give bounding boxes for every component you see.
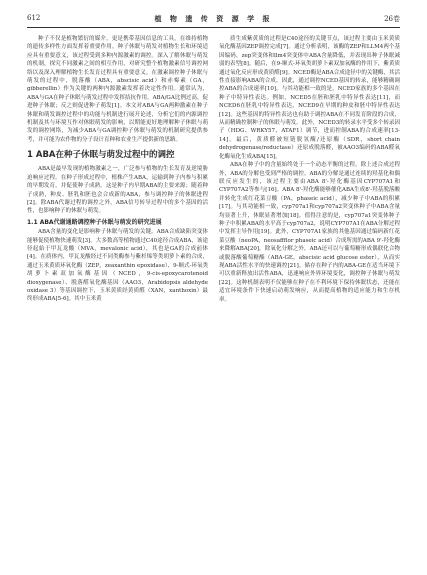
running-header [27, 14, 400, 26]
right-column [219, 35, 400, 304]
section-heading: 1 ABA在种子休眠与萌发过程中的调控 [27, 150, 175, 161]
header-rule [27, 27, 400, 28]
section-paragraph: ABA是最早发现的植物激素之一，广泛参与植物的生长发育及逆境胁迫响应过程。在种子形成过程中，植株产生ABA，运输到种子内参与积累的早期发育，并促使种子成熟。这是种子内早期ABA的主要来源；随着种子成熟，种皮、胚乳和胚也会合成新的ABA，参与调控种子的休眠进程[2]。除ABA代谢过程的调控之外，ABA信号转导过程中的多个基因的活性，也影响种子的休眠与萌发。 [27, 166, 208, 215]
intro-paragraph: 种子不仅是植物繁衍的媒介，更是携带基因信息的工具，在维持植物的遗传多样性方面发挥着重要作用。种子休眠与萌发对植物生长和环境适应具有重要意义，该过程受到多种内源激素的调控。深入了解休眠与萌发的机制，探究不同激素之间的相互作用，对研究整个植物激素信号调控网络以及深入理解植物生长发育过程具有重要意义。在激素调控种子休眠与萌发的过程中，脱落酸（ABA，abscisic acid）和赤霉素（GA，gibberellin）作为关键的两种内源激素发挥着决定性作用。通常认为，ABA与GA在种子休眠与萌发过程中发挥拮抗作用。ABA/GA比例过高，促进种子休眠；反之则促进种子萌发[1]。本文对ABA与GA两种激素在种子休眠和萌发调控过程中的功能与机制进行展开论述，分析它们的内源调控机制及其与环境互作对休眠萌发的影响，以期能更好地理解种子休眠与萌发的调控网络，为减少ABA与GA调控种子休眠与萌发的机制研究提供参考，并可能为农作物的分子设计育种和农业生产提供新的思路。 [27, 36, 208, 143]
volume-label: 26卷 [384, 15, 400, 23]
subsection-paragraph: ABA含量的变化是影响种子休眠与萌发的关键。ABA合成缺陷突变体能够促使植物快速萌发[3]。大多数高等植物通过C40途径合成ABA，该途径起始于甲瓦龙酸（MVA，mevalonic acid），其也是GA的合成前体[4]。在质体内，甲瓦龙酸经过不同类酶参与紫杉烯等类胡萝卜素的合成，通过玉米黄质环氧化酶（ZEP，zeaxanthin epoxidase）、9-顺式-环氧类胡萝卜素双加氧酶基因（NCED，9-cis-epoxycarotenoid dioxygenase）、脱落醛氧化酶基因（AAO3，Arabidopsis aldehyde oxidase 3）等基因调控下，玉米黄质经黄质醛（XAN，xanthoxin）最终形成ABA[5-6]。其中玉米黄 [27, 229, 208, 303]
subsection-heading: 1.1 ABA代谢通路调控种子休眠与萌发的研究进展 [27, 218, 162, 226]
left-column [27, 35, 208, 304]
page-number: 612 [27, 14, 41, 22]
journal-title: 植 物 遗 传 资 源 学 报 [154, 14, 273, 23]
body-paragraph: ABA在种子中的含量始终处于一个动态平衡的过程。除上述合成过程外，ABA的分解也受到严格的调控。ABA的分解是通过连续的羟基化和偶联反应发生的，该过程主要由ABA 8'-羟化酶基因CYP707A1和CYP707A2等参与[16]。ABA 8'-羟化酶能够催化ABA生成8'-羟基脱落酸并转化生成红花菜豆酸（PA，phaseic acid），减少种子中ABA的积累[17]。与其功能相一致，cyp707a1和cyp707a2突变体种子中ABA含量均显著上升，休眠显著增加[18]。值得注意的是，cyp707a1突变体种子种子中积累ABA的水平高于cyp707a2，说明CYP707A1在ABA分解过程中发挥主导作用[19]。此外，CYP707A1家族的其他基因通过编码新红花菜豆酸（neoPA，neosaffflor phaseic acid）合成所需的ABA 9'-羟化酶来降解ABA[20]。除氧化分解之外，ABA还可以与葡萄糖形成偶联化合物或脱落酸葡萄糖酯（ABA-GE，abscisic acid glucose ester），从而实现ABA活性水平的快速调控[21]。储存在种子内的ABA-GE在适当环境下可以重新释放出活性ABA，迅速响应外界环境变化，调控种子休眠与萌发[22]。这种机制表明不仅能够在种子在不利环境下保持休眠状态，还能在适宜环境条件下快速启动萌发响应，从而提高植物的适应能力和生存机率。 [219, 162, 401, 303]
body-paragraph: 质生成紫黄质的过程是C40途径的关键节点，该过程主要由玉米黄质氧化酶基因ZEP调控完成[7]。通过分析表明，该酶的ZEP和LLM4两个基因编码，zep突变体和llm4突变体中ABA含量降低，并表现出种子休眠减弱的表型[8]。随后，在9-顺式-环氧类胡萝卜素双加氧酶的作用下，紫黄质通过氧化反应形成黄质醛[9]。NCED酶是ABA合成途径中的关键酶，其活性直接影响ABA的合成。因此，通过调控NCED基因的转录，能够精确调控ABA的合成速率[10]。与其功能相一致的是，NCED家族的多个基因在种子中特异性表达。例如，NCED5在胚和胚乳中特异性表达[11]，而NCED6在胚乳中特异性表达，NCED9在早期的种皮和胚中特异性表达[12]。这些基因的特异性表达也有助于调控ABA在不同发育阶段的合成，从而精确控制种子的休眠与萌发。此外，NCED3的转录水平受多个转录因子（HDG、WRKY57、ATAF1）调节，进而控制ABA的合成速率[13-14]。最后，黄质醛被短链脱氢酶/还原酶（SDR，short chain dehydrogenase/reductase）还原成脱落醛，被AAO3编码的ABA醛氧化酶氧化生成ABA[15]。 [219, 36, 400, 160]
